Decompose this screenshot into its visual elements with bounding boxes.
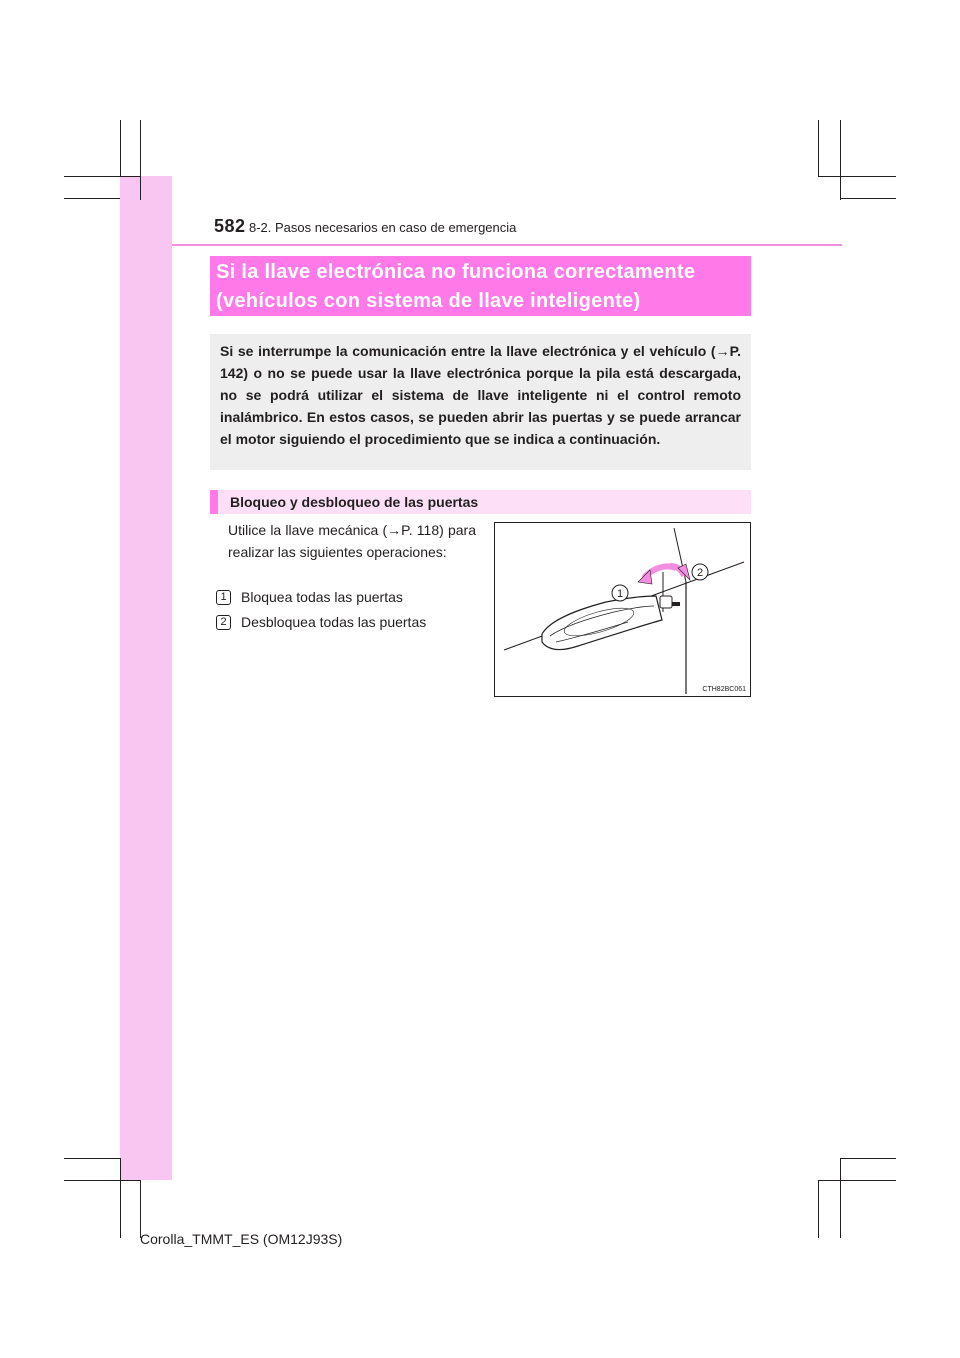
crop-mark <box>64 176 140 177</box>
header-rule <box>172 244 842 246</box>
crop-mark <box>840 120 841 200</box>
page-title-line1: Si la llave electrónica no funciona correctamente <box>216 261 696 283</box>
crop-mark <box>64 198 120 199</box>
crop-mark <box>140 1180 141 1238</box>
intro-text: Si se interrumpe la comunicación entre la llave electrónica y el vehículo (→P. 142) o no se puede usar la llave electrónica porque la pila está descargada, no se podrá utilizar el sistema de llave inteligente ni el control remoto inalámbrico. En estos casos, se pueden abrir las puertas y se puede arrancar el motor siguiendo el procedimiento que se indica a continuación. <box>220 343 741 447</box>
crop-mark <box>120 120 121 176</box>
callout-2: 2 <box>696 567 704 579</box>
crop-mark <box>64 1158 120 1159</box>
key-icon <box>672 602 680 606</box>
footer-doc-id: Corolla_TMMT_ES (OM12J93S) <box>140 1231 343 1247</box>
figure-code: CTH82BC061 <box>702 686 746 693</box>
number-badge: 2 <box>216 615 231 630</box>
list-item-text: Bloquea todas las puertas <box>241 589 403 605</box>
page-title-line2: (vehículos con sistema de llave inteligente) <box>216 290 641 312</box>
list-item <box>216 588 403 606</box>
crop-mark <box>818 120 819 176</box>
crop-mark <box>818 1180 896 1181</box>
body-text: Utilice la llave mecánica (→P. 118) para realizar las siguientes operaciones: <box>228 522 476 560</box>
section-title: 8-2. Pasos necesarios en caso de emergencia <box>249 220 517 235</box>
crop-mark <box>818 1180 819 1238</box>
list-item-text: Desbloquea todas las puertas <box>241 614 427 630</box>
crop-mark <box>140 120 141 200</box>
crop-mark <box>64 1180 140 1181</box>
crop-mark <box>818 176 896 177</box>
crop-mark <box>840 1158 841 1238</box>
door-handle-figure <box>494 522 751 697</box>
crop-mark <box>840 1158 896 1159</box>
page-title <box>210 256 751 316</box>
subsection-heading: Bloqueo y desbloqueo de las puertas <box>210 490 751 514</box>
page-number: 582 <box>214 216 246 236</box>
key-cylinder-icon <box>660 596 672 608</box>
number-badge: 1 <box>216 590 231 605</box>
crop-mark <box>120 1158 121 1238</box>
list-item <box>216 613 426 631</box>
callout-1: 1 <box>616 588 624 600</box>
margin-strip <box>120 176 172 1180</box>
intro-box <box>210 334 751 470</box>
crop-mark <box>840 198 896 199</box>
